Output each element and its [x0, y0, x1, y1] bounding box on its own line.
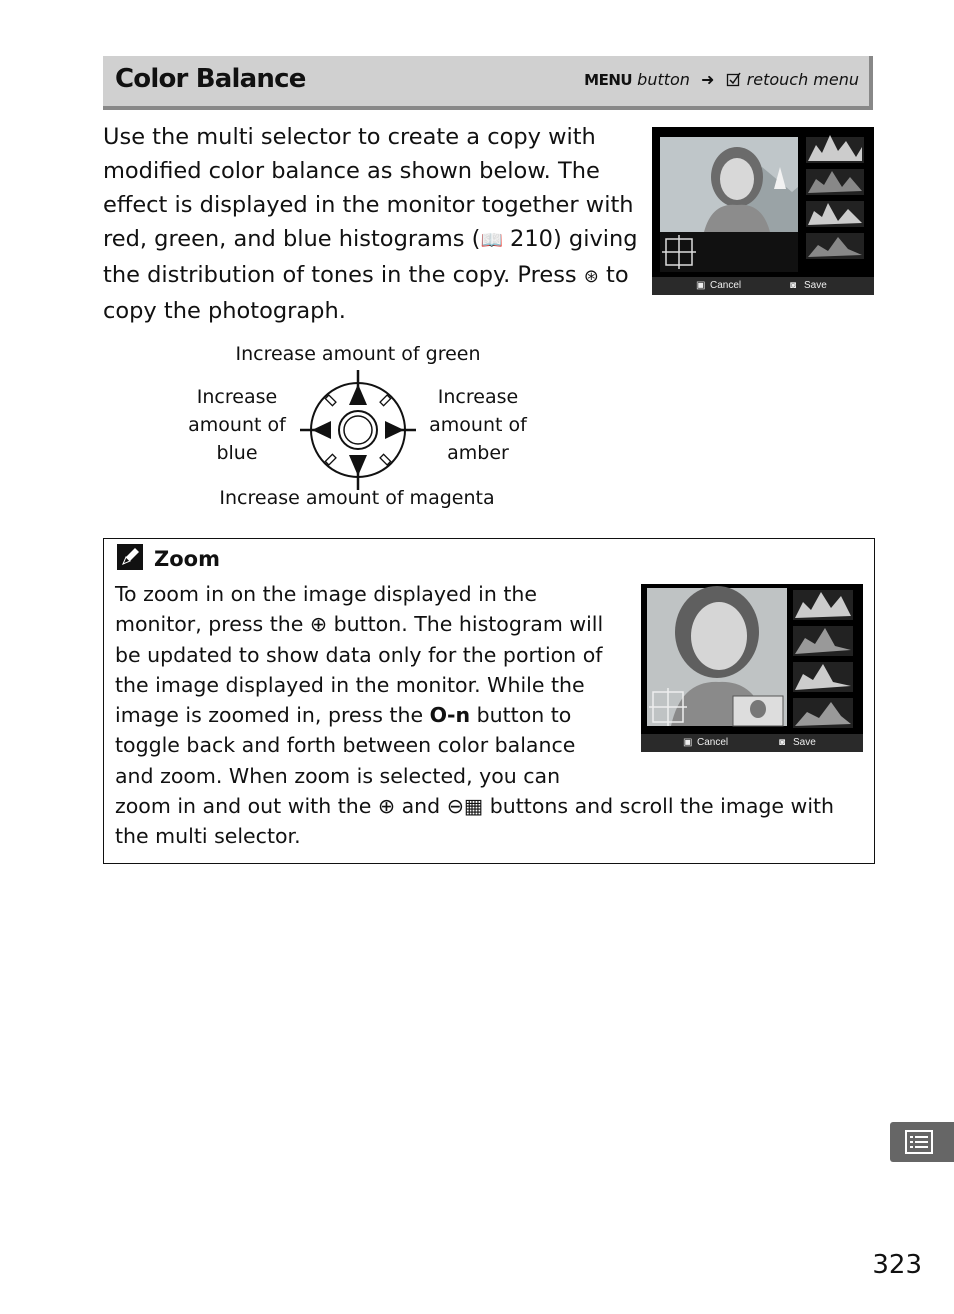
page-reference: 210 — [510, 226, 553, 252]
playback-icon: ▣ — [696, 280, 706, 291]
menu-list-icon — [900, 1122, 940, 1162]
screen-photo — [652, 127, 874, 277]
section-header — [103, 56, 873, 110]
breadcrumb — [584, 70, 859, 89]
label-right-amber: Increase amount of amber — [429, 386, 527, 464]
cancel-label: Cancel — [697, 737, 729, 748]
ok-button-icon: ⊛ — [583, 266, 599, 287]
ok-icon: ◙ — [779, 737, 786, 748]
ok-icon: ◙ — [790, 280, 797, 291]
intro-text-3: to copy the photograph. — [103, 262, 629, 324]
button-word: button — [637, 70, 690, 89]
note-text-1: To zoom in on the image displayed in the monitor, press the — [115, 582, 537, 637]
label-left-blue: Increase amount of blue — [188, 386, 286, 464]
note-title: Zoom — [154, 547, 220, 571]
zoom-out-icon: ⊖▦ — [446, 794, 484, 819]
page-number: 323 — [872, 1250, 922, 1280]
save-label: Save — [793, 737, 816, 748]
note-text-4: and — [395, 794, 447, 819]
cancel-label: Cancel — [710, 280, 742, 291]
save-label: Save — [804, 280, 827, 291]
pencil-note-icon — [116, 543, 144, 571]
retouch-menu-label: retouch menu — [746, 70, 859, 89]
playback-icon: ▣ — [683, 737, 693, 748]
zoom-in-icon: ⊕ — [377, 794, 396, 819]
screen-bottom-bar — [652, 277, 874, 295]
arrow-icon: ➜ — [701, 70, 715, 89]
protect-key-icon: O‑n — [429, 703, 471, 728]
label-up-green: Increase amount of green — [235, 343, 481, 365]
zoom-screen-bottom-bar — [641, 734, 863, 752]
zoom-screen-photo — [641, 584, 863, 734]
section-tab — [890, 1122, 954, 1162]
zoom-in-icon: ⊕ — [309, 612, 328, 637]
book-icon: 📖 — [480, 230, 503, 251]
note-text-5: buttons and scroll the image with the multi selector. — [115, 794, 835, 849]
intro-text-2: ) giving the distribution of tones in the copy. Press — [103, 226, 638, 288]
intro-text-1: Use the multi selector to create a copy with modified color balance as shown below. The effect is displayed in the monitor together with red, green, and blue histograms ( — [103, 124, 634, 252]
note-text-3: button to toggle back and forth between color balance and zoom. When zoom is selected, you can zoom in and out with the — [115, 703, 576, 819]
multi-selector-icon — [298, 368, 418, 492]
menu-button-label: MENU — [584, 71, 633, 89]
note-text-2: button. The histogram will be updated to show data only for the portion of the image displayed in the monitor. While the image is zoomed in, press the — [115, 612, 604, 728]
retouch-icon — [726, 71, 742, 87]
page-title: Color Balance — [115, 64, 306, 94]
label-down-magenta: Increase amount of magenta — [219, 487, 495, 509]
zoom-screen — [641, 584, 863, 752]
intro-paragraph — [103, 120, 638, 328]
color-balance-screen — [652, 127, 874, 295]
